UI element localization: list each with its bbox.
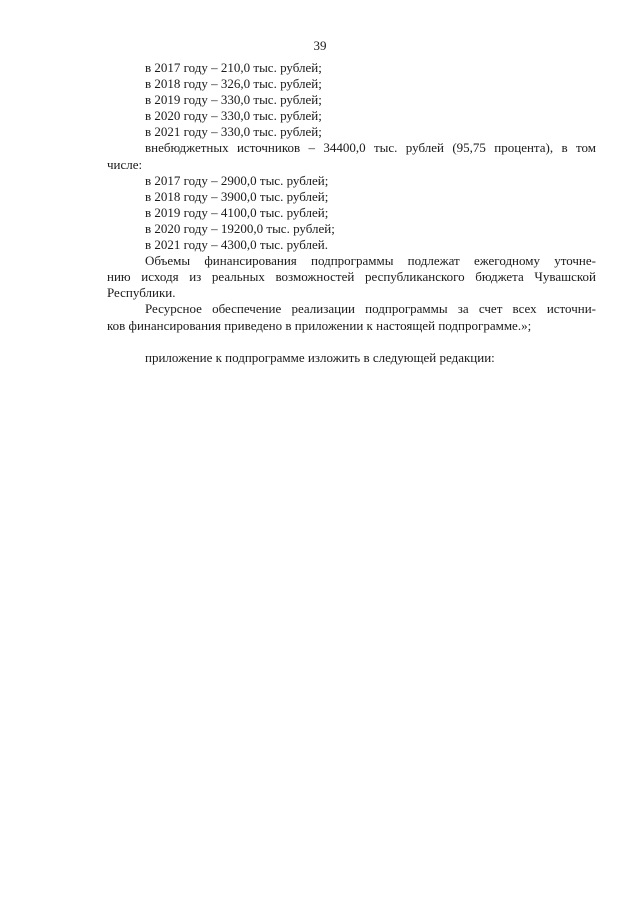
paragraph-gap [107, 334, 596, 350]
text-line: в 2021 году – 4300,0 тыс. рублей. [145, 237, 328, 253]
text-line: в 2020 году – 19200,0 тыс. рублей; [145, 220, 335, 236]
text-line: в 2020 году – 330,0 тыс. рублей; [145, 108, 322, 124]
text-line: в 2018 году – 3900,0 тыс. рублей; [145, 188, 329, 204]
text-line: приложение к подпрограмме изложить в следующей редакции: [145, 349, 495, 365]
text-line: в 2021 году – 330,0 тыс. рублей; [145, 124, 322, 140]
text-line: Объемы финансирования подпрограммы подлежат ежегодному уточне- [145, 253, 596, 269]
text-line: в 2019 году – 4100,0 тыс. рублей; [145, 204, 329, 220]
text-line: ков финансирования приведено в приложении к настоящей подпрограмме.»; [107, 317, 532, 333]
text-line: числе: [107, 156, 143, 172]
text-line: в 2017 году – 210,0 тыс. рублей; [145, 60, 322, 75]
text-line: нию исходя из реальных возможностей республиканского бюджета Чувашской [107, 269, 596, 285]
text-line: внебюджетных источников – 34400,0 тыс. рублей (95,75 процента), в том [145, 140, 596, 156]
text-line: в 2018 году – 326,0 тыс. рублей; [145, 76, 322, 92]
text-line: в 2017 году – 2900,0 тыс. рублей; [145, 172, 329, 188]
page-number: 39 [313, 38, 327, 53]
text-line: в 2019 году – 330,0 тыс. рублей; [145, 92, 322, 108]
text-line: Ресурсное обеспечение реализации подпрограммы за счет всех источни- [145, 301, 596, 317]
document-body [107, 60, 596, 366]
text-line: Республики. [107, 285, 176, 301]
